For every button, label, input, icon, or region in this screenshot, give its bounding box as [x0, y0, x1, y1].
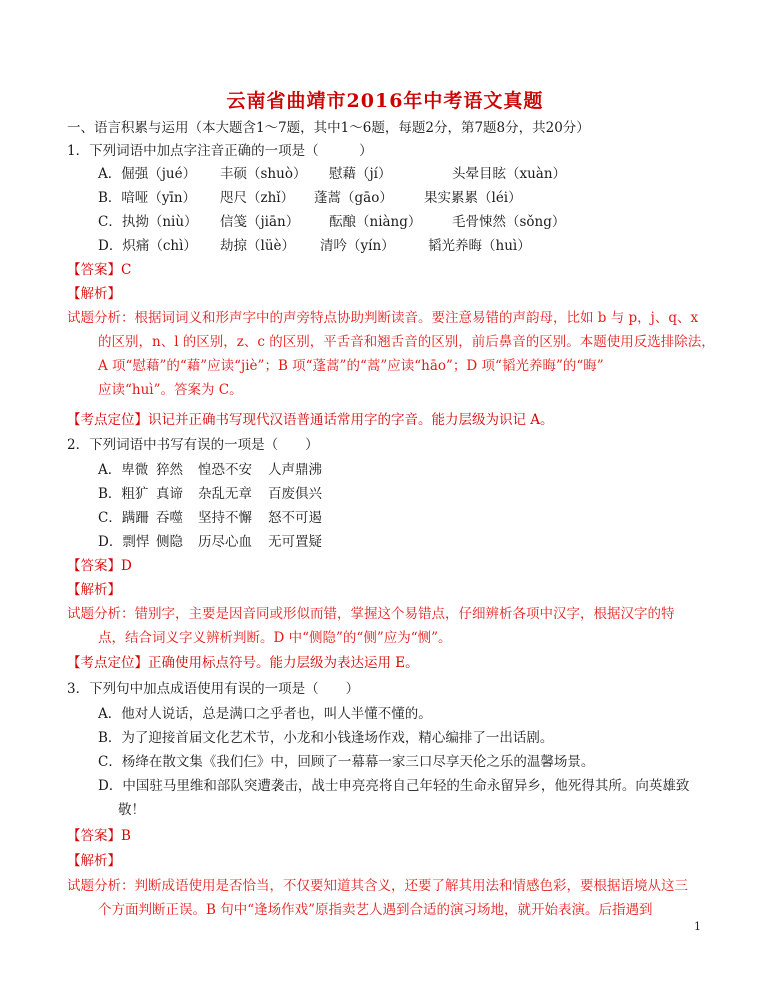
q1-analysis-line-1: 试题分析：根据词词义和形声字中的声旁特点协助判断读音。要注意易错的声韵母，比如 b 与 p，j、q、x [67, 310, 699, 326]
section-heading: 一、语言积累与运用（本大题含1～7题，其中1～6题，每题2分，第7题8分，共20分） [67, 120, 590, 136]
q1-analysis-tag: 【解析】 [67, 286, 121, 302]
q2-answer: 【答案】D [67, 558, 132, 574]
q1-option-c: C．执拗（niù） 信笺（jiān） 酝酿（niàng） 毛骨悚然（sǒng） [98, 214, 566, 230]
q2-option-a: A．卑微 猝然 惶恐不安 人声鼎沸 [98, 462, 322, 478]
q2-analysis-line-2: 点，结合词义字义辨析判断。D 中“侧隐”的“侧”应为“恻”。 [98, 630, 452, 646]
q1-option-a: A．倔强（jué） 丰硕（shuò） 慰藉（jí） 头晕目眩（xuàn） [98, 166, 567, 182]
q1-option-b: B．喑哑（yīn） 咫尺（zhǐ） 蓬蒿（gāo） 果实累累（léi） [98, 190, 522, 206]
q2-analysis-tag: 【解析】 [67, 582, 121, 598]
document-title: 云南省曲靖市2016年中考语文真题 [226, 90, 544, 112]
q3-analysis-tag: 【解析】 [67, 853, 121, 869]
q3-option-a: A．他对人说话，总是满口之乎者也，叫人半懂不懂的。 [98, 706, 432, 722]
q3-option-b: B．为了迎接首届文化艺术节，小龙和小钱逢场作戏，精心编排了一出话剧。 [98, 730, 554, 746]
q2-option-c: C．蹒跚 吞噬 坚持不懈 怒不可遏 [98, 510, 322, 526]
q3-analysis-line-1: 试题分析：判断成语使用是否恰当，不仅要知道其含义，还要了解其用法和情感色彩，要根据语境从这三 [67, 878, 688, 894]
question-2-stem: 2．下列词语中书写有误的一项是（ ） [67, 437, 319, 453]
question-3-stem: 3．下列句中加点成语使用有误的一项是（ ） [67, 681, 360, 697]
q3-option-d: D．中国驻马里维和部队突遭袭击，战士申亮亮将自己年轻的生命永留异乡，他死得其所。向英雄致 [98, 778, 690, 794]
q3-option-d-cont: 敬！ [118, 802, 145, 818]
q3-answer: 【答案】B [67, 828, 131, 844]
q1-answer: 【答案】C [67, 262, 132, 278]
q1-point: 【考点定位】识记并正确书写现代汉语普通话常用字的字音。能力层级为识记 A。 [67, 412, 554, 428]
q3-option-c: C．杨绛在散文集《我们仨》中，回顾了一幕幕一家三口尽享天伦之乐的温馨场景。 [98, 754, 595, 770]
q1-analysis-line-2: 的区别，n、l 的区别，z、c 的区别，平舌音和翘舌音的区别，前后鼻音的区别。本题使用反选排除法， [98, 334, 715, 350]
q1-analysis-line-4: 应读“huì”。答案为 C。 [98, 382, 243, 398]
page-number: 1 [694, 920, 701, 933]
q1-option-d: D．炽痛（chì） 劫掠（lüè） 清吟（yín） 韬光养晦（huì） [98, 238, 531, 254]
q2-option-b: B．粗犷 真谛 杂乱无章 百废俱兴 [98, 486, 322, 502]
q2-analysis-line-1: 试题分析：错别字，主要是因音同或形似而错，掌握这个易错点，仔细辨析各项中汉字，根据汉字的特 [67, 606, 675, 622]
q2-option-d: D．剽悍 侧隐 历尽心血 无可置疑 [98, 534, 322, 550]
q2-point: 【考点定位】正确使用标点符号。能力层级为表达运用 E。 [67, 655, 419, 671]
question-1-stem: 1．下列词语中加点字注音正确的一项是（ ） [67, 143, 373, 159]
q1-analysis-line-3: A 项“慰藉”的“藉”应读“jiè”；B 项“蓬蒿”的“蒿”应读“hāo”；D 项“韬光养晦”的“晦” [98, 358, 604, 374]
q3-analysis-line-2: 个方面判断正误。B 句中“逢场作戏”原指卖艺人遇到合适的演习场地，就开始表演。后指遇到 [98, 902, 653, 918]
